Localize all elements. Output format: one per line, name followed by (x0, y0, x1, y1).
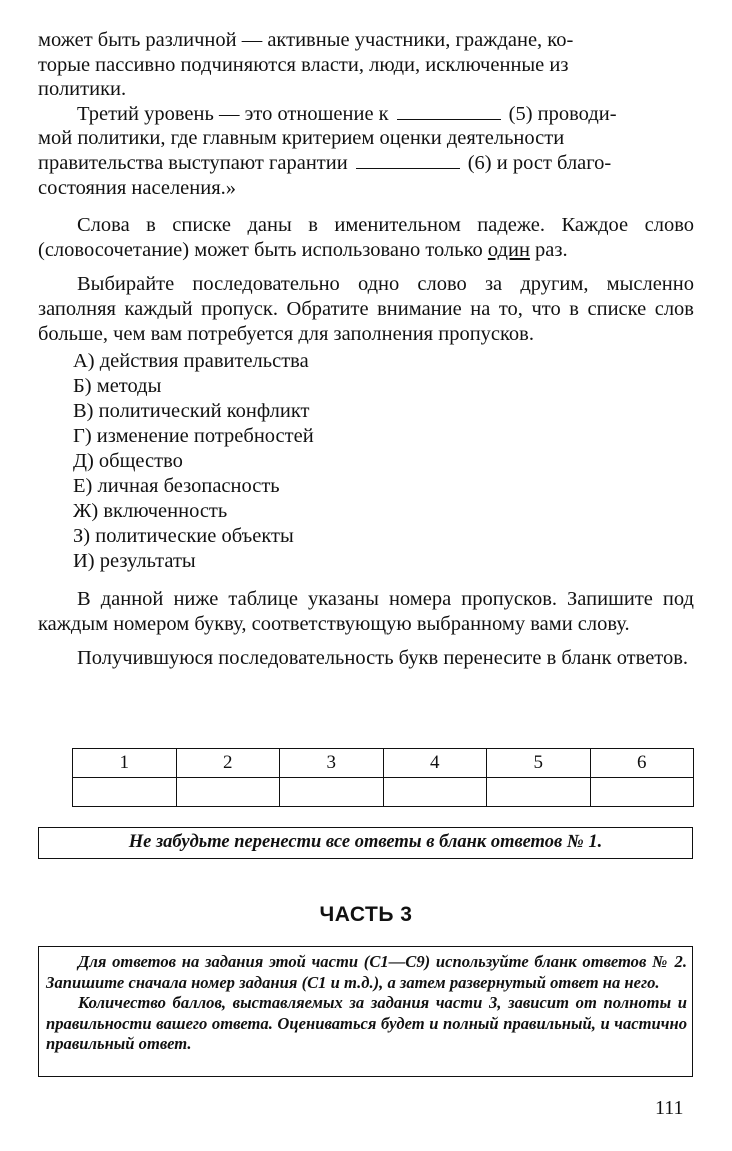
answer-cell-3[interactable] (280, 778, 384, 807)
answer-header-cell: 2 (176, 749, 280, 778)
answer-cell-5[interactable] (487, 778, 591, 807)
option-item: И) результаты (73, 550, 196, 573)
answer-cell-6[interactable] (590, 778, 694, 807)
words-note: Слова в списке даны в именительном падеже. Каждое слово (словосочетание) может быть использовано только один раз. (38, 214, 694, 261)
third-level-paragraph (38, 102, 694, 200)
answer-table-header-row (73, 749, 694, 778)
answer-table-input-row (73, 778, 694, 807)
level-text-5: (6) и рост благо- (467, 151, 612, 174)
reminder-box: Не забудьте перенести все ответы в бланк ответов № 1. (38, 827, 693, 859)
option-item: Д) общество (73, 450, 183, 473)
continued-paragraph (38, 28, 694, 102)
table-note: В данной ниже таблице указаны номера пропусков. Запишите под каждым номером букву, соответствующую выбранному вами слову. (38, 588, 694, 635)
blank-6 (356, 154, 460, 169)
continued-line-2: торые пассивно подчиняются власти, люди, исключенные из (38, 53, 569, 76)
level-text-4: правительства выступают гарантии (38, 151, 348, 174)
option-item: Ж) включенность (73, 500, 228, 523)
part-title: ЧАСТЬ 3 (319, 903, 413, 926)
blank-5 (397, 105, 501, 120)
answer-cell-4[interactable] (383, 778, 487, 807)
transfer-note: Получившуюся последовательность букв перенесите в бланк ответов. (77, 647, 689, 670)
option-item: Е) личная безопасность (73, 475, 280, 498)
answer-table (72, 748, 694, 807)
underlined-word: один (487, 238, 530, 261)
level-text-2: (5) проводи- (508, 102, 617, 125)
answer-header-cell: 3 (280, 749, 384, 778)
option-item: З) политические объекты (73, 525, 294, 548)
answer-header-cell: 1 (73, 749, 177, 778)
page-number: 111 (655, 1097, 684, 1119)
instructions-paragraph-2: Количество баллов, выставляемых за задания части 3, зависит от полноты и правильности вашего ответа. Оцениваться будет и полный правильный, и частично правильный ответ. (46, 993, 687, 1053)
answer-cell-1[interactable] (73, 778, 177, 807)
select-note: Выбирайте последовательно одно слово за другим, мысленно заполняя каждый пропуск. Обратите внимание на то, что в списке слов больше, чем вам потребуется для заполнения пропусков. (38, 273, 694, 345)
answer-header-cell: 4 (383, 749, 487, 778)
instructions-box (38, 946, 693, 1077)
continued-line-1: может быть различной — активные участники, граждане, ко- (38, 29, 574, 51)
page-body (38, 28, 694, 671)
answer-header-cell: 5 (487, 749, 591, 778)
level-text-3: мой политики, где главным критерием оценки деятельности (38, 127, 565, 150)
level-text-1: Третий уровень — это отношение к (77, 102, 389, 125)
option-item: Г) изменение потребностей (73, 425, 314, 448)
continued-line-3: политики. (38, 78, 127, 101)
option-item: В) политический конфликт (73, 400, 310, 423)
answer-header-cell: 6 (590, 749, 694, 778)
option-item: Б) методы (73, 375, 162, 398)
level-text-6: состояния населения.» (38, 176, 237, 199)
options-list (73, 349, 694, 574)
option-item: А) действия правительства (73, 350, 309, 373)
answer-cell-2[interactable] (176, 778, 280, 807)
instructions-paragraph-1: Для ответов на задания этой части (С1—С9) используйте бланк ответов № 2. Запишите сначала номер задания (С1 и т.д.), а затем развернутый ответ на него. (46, 952, 687, 992)
